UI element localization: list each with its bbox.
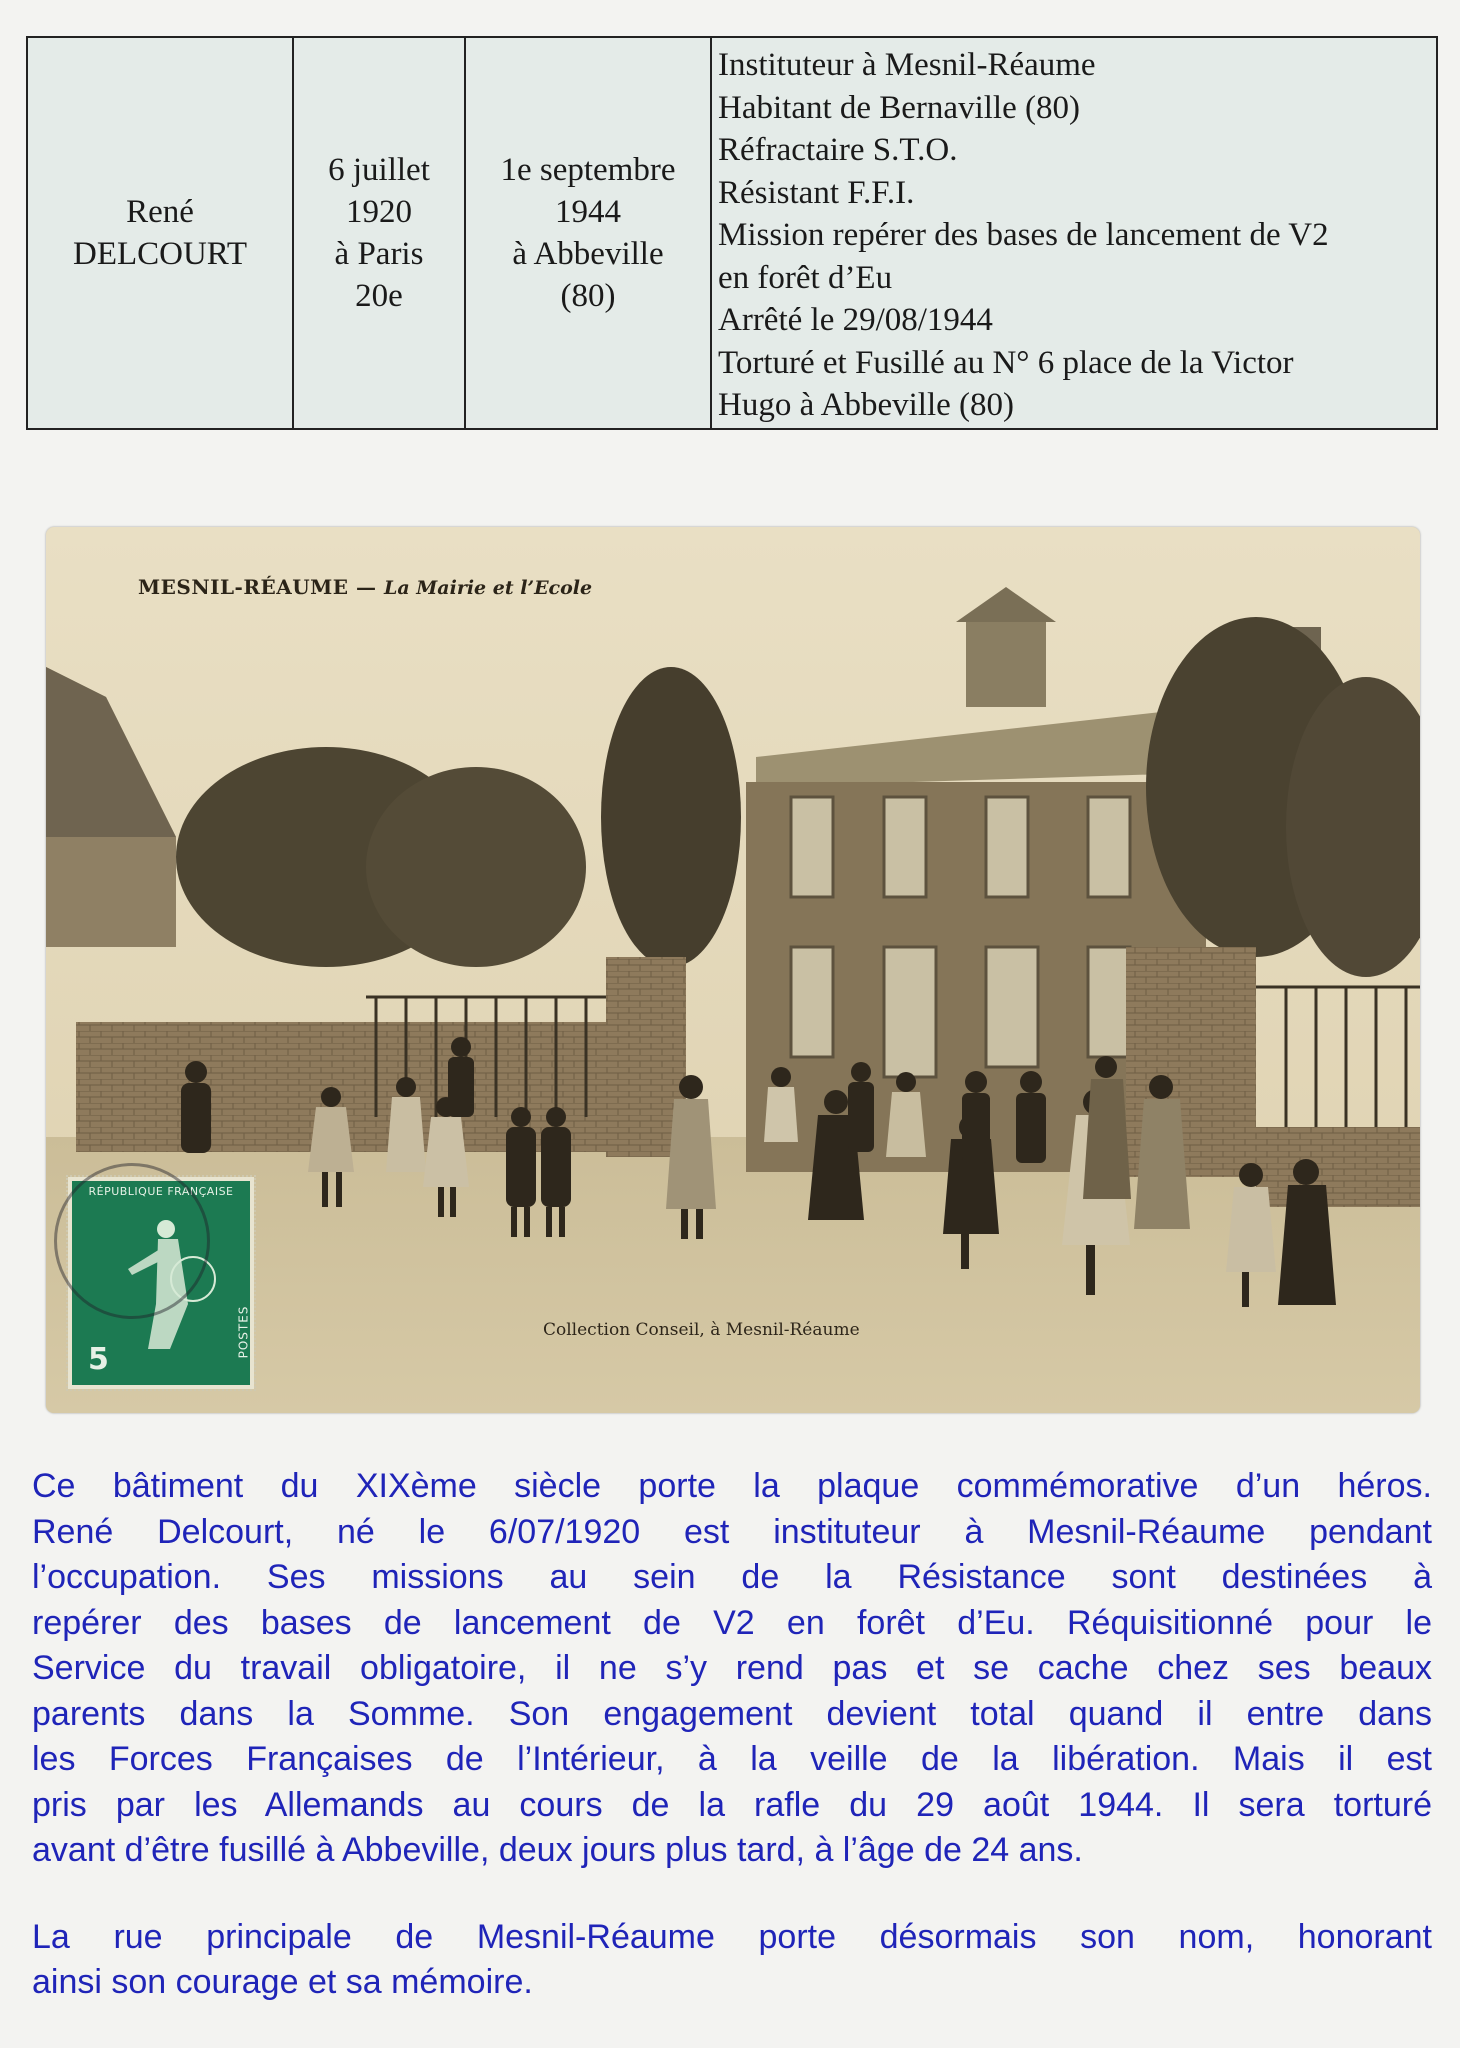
birth-cell — [293, 37, 465, 429]
description-line: Mission repérer des bases de lancement de V2 — [718, 217, 1329, 253]
postcard-collection-credit: Collection Conseil, à Mesnil-Réaume — [543, 1320, 860, 1340]
birth-line: 6 juillet — [328, 152, 430, 188]
caption-place: MESNIL-RÉAUME — [138, 575, 349, 599]
name-cell — [27, 37, 293, 429]
description-line: en forêt d’Eu — [718, 259, 893, 296]
postcard-caption — [138, 575, 592, 599]
death-line: 1944 — [555, 194, 621, 230]
brick-wall-right — [1256, 1127, 1420, 1207]
child-figure — [448, 1037, 474, 1117]
text-line: l’occupation. Ses missions au sein de la Résistance sont destinées à — [32, 1558, 1432, 1596]
death-line: (80) — [560, 278, 616, 314]
bell-tower — [966, 617, 1046, 707]
text-line: pris par les Allemands au cours de la rafle du 29 août 1944. Il sera torturé — [32, 1785, 1432, 1824]
stamp-value: 5 — [88, 1342, 109, 1377]
postmark-cancellation — [54, 1163, 210, 1319]
tree — [601, 667, 741, 967]
description-cell — [711, 37, 1437, 429]
biography-table — [26, 36, 1438, 430]
birth-line: à Paris — [334, 236, 424, 272]
birth-line: 20e — [355, 278, 403, 314]
biography-row — [27, 37, 1437, 429]
caption-subject: La Mairie et l’Ecole — [383, 577, 593, 599]
description-line: Résistant F.F.I. — [718, 174, 915, 211]
description-line: Arrêté le 29/08/1944 — [718, 302, 993, 338]
child-figure — [181, 1061, 211, 1153]
text-line: René Delcourt, né le 6/07/1920 est instituteur à Mesnil-Réaume pendant — [32, 1512, 1432, 1551]
paragraph-history — [32, 1464, 1432, 1874]
description-line: Torturé et Fusillé au N° 6 place de la Victor — [718, 344, 1294, 381]
paragraph-street-name — [32, 1915, 1432, 2006]
text-line: Service du travail obligatoire, il ne s’y rend pas et se cache chez ses beaux — [32, 1649, 1432, 1687]
text-line: ainsi son courage et sa mémoire. — [32, 1963, 533, 2001]
vintage-postcard-photo — [46, 527, 1420, 1413]
name-line: DELCOURT — [72, 236, 247, 272]
death-line: à Abbeville — [512, 236, 664, 272]
child-figure — [962, 1071, 990, 1163]
tree — [366, 767, 586, 967]
death-line: 1e septembre — [500, 152, 676, 188]
caption-dash: — — [356, 575, 377, 599]
birth-line: 1920 — [346, 194, 412, 230]
description-line: Hugo à Abbeville (80) — [718, 387, 1015, 423]
description-line: Habitant de Bernaville (80) — [718, 89, 1080, 126]
commemorative-text — [32, 1464, 1432, 2006]
description-line: Instituteur à Mesnil-Réaume — [718, 47, 1096, 83]
child-figure — [848, 1062, 874, 1152]
text-line: Ce bâtiment du XIXème siècle porte la plaque commémorative d’un héros. — [32, 1467, 1432, 1505]
child-figure — [1016, 1071, 1046, 1163]
stamp-header: RÉPUBLIQUE FRANÇAISE — [88, 1185, 234, 1198]
text-line: La rue principale de Mesnil-Réaume porte désormais son nom, honorant — [32, 1917, 1432, 1956]
description-line: Réfractaire S.T.O. — [718, 132, 958, 168]
name-line: René — [126, 194, 194, 230]
text-line: repérer des bases de lancement de V2 en forêt d’Eu. Réquisitionné pour le — [32, 1603, 1432, 1642]
text-line: parents dans la Somme. Son engagement devient total quand il entre dans — [32, 1694, 1432, 1733]
text-line: avant d’être fusillé à Abbeville, deux jours plus tard, à l’âge de 24 ans. — [32, 1831, 1083, 1869]
text-line: les Forces Françaises de l’Intérieur, à la veille de la libération. Mais il est — [32, 1740, 1432, 1778]
stamp-side-label: POSTES — [236, 1305, 251, 1359]
death-cell — [465, 37, 711, 429]
